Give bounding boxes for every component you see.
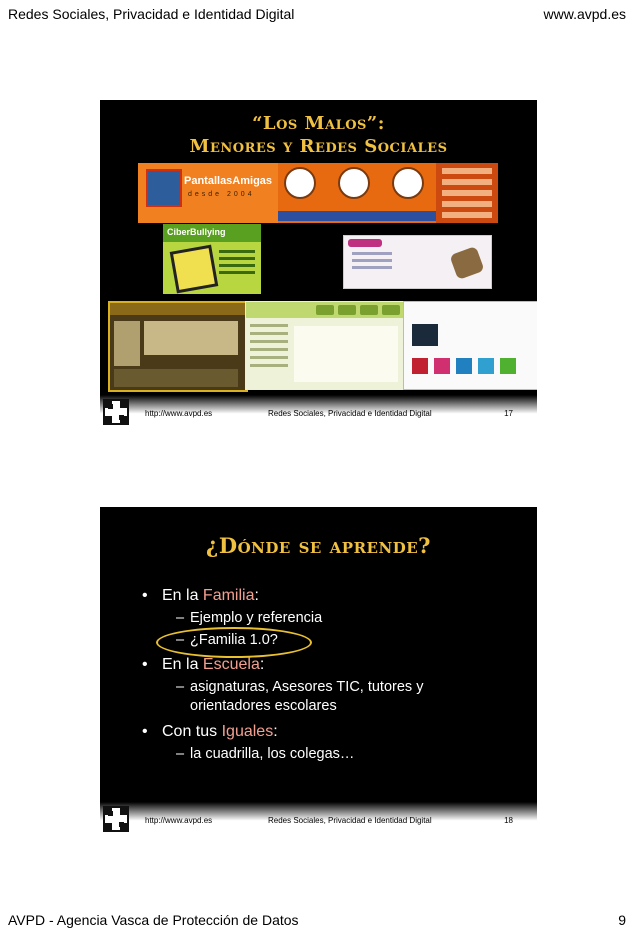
page-header-title: Redes Sociales, Privacidad e Identidad Digital: [8, 6, 295, 22]
sexting-screenshot: [343, 235, 492, 289]
tv-logo-icon: [146, 169, 182, 207]
pantallas-logo-subtext: desde 2004: [188, 191, 255, 198]
slide-number: 18: [504, 816, 513, 825]
page-header-url[interactable]: www.avpd.es: [543, 6, 626, 22]
pantallas-logo-text: PantallasAmigas: [184, 175, 273, 187]
sub-bullet: – la cuadrilla, los colegas…: [176, 745, 532, 764]
slide-number: 17: [504, 409, 513, 418]
pantallas-amigas-screenshot: [138, 163, 498, 223]
slide-title: [100, 112, 537, 158]
slide-footer-url[interactable]: http://www.avpd.es: [145, 816, 213, 825]
slide-footer-url[interactable]: http://www.avpd.es: [145, 409, 213, 418]
keyword-familia: Familia: [202, 587, 255, 604]
gamepad-icon: [392, 167, 424, 199]
avpd-logo-icon: [103, 806, 129, 832]
slide-18: [100, 507, 537, 836]
bullet-list: [142, 587, 532, 767]
sub-bullet: – asignaturas, Asesores TIC, tutores y orientadores escolares: [176, 678, 480, 716]
keyword-escuela: Escuela: [202, 656, 260, 673]
slide-footer: [100, 395, 537, 429]
page-footer-org: AVPD - Agencia Vasca de Protección de Datos: [8, 912, 299, 928]
mobile-phone-icon: [338, 167, 370, 199]
tecnoadiccion-screenshot: [108, 301, 248, 392]
slide-title-line1: “Los Malos”:: [252, 113, 385, 134]
privacidad-screenshot: [245, 301, 405, 390]
avpd-logo-icon: [103, 399, 129, 425]
page-number: 9: [618, 912, 626, 928]
slide-title-line2: Menores y Redes Sociales: [189, 136, 448, 157]
sub-bullet-familia-1-0: – ¿Familia 1.0?: [176, 631, 532, 650]
highlight-circle-annotation: [156, 627, 312, 658]
bullet-familia: • En la Familia:: [142, 587, 532, 605]
hand-phone-icon: [449, 246, 484, 280]
bullet-escuela: • En la Escuela:: [142, 656, 532, 674]
ciberbullying-logo-text: CiberBullying: [163, 224, 261, 242]
at-sign-icon: [284, 167, 316, 199]
ciberbullying-screenshot: [163, 224, 261, 294]
slide-17: [100, 100, 537, 429]
sexting-logo: [348, 239, 382, 247]
slide-footer: [100, 802, 537, 836]
keyword-iguales: Iguales: [221, 723, 274, 740]
tv-character-icon: [170, 245, 219, 294]
website-screenshot: [403, 301, 537, 390]
slide-footer-title: Redes Sociales, Privacidad e Identidad Digital: [268, 409, 432, 418]
bullet-iguales: • Con tus Iguales:: [142, 723, 532, 741]
slide-title: ¿Dónde se aprende?: [206, 533, 431, 558]
sub-bullet: – Ejemplo y referencia: [176, 609, 532, 628]
slide-footer-title: Redes Sociales, Privacidad e Identidad Digital: [268, 816, 432, 825]
